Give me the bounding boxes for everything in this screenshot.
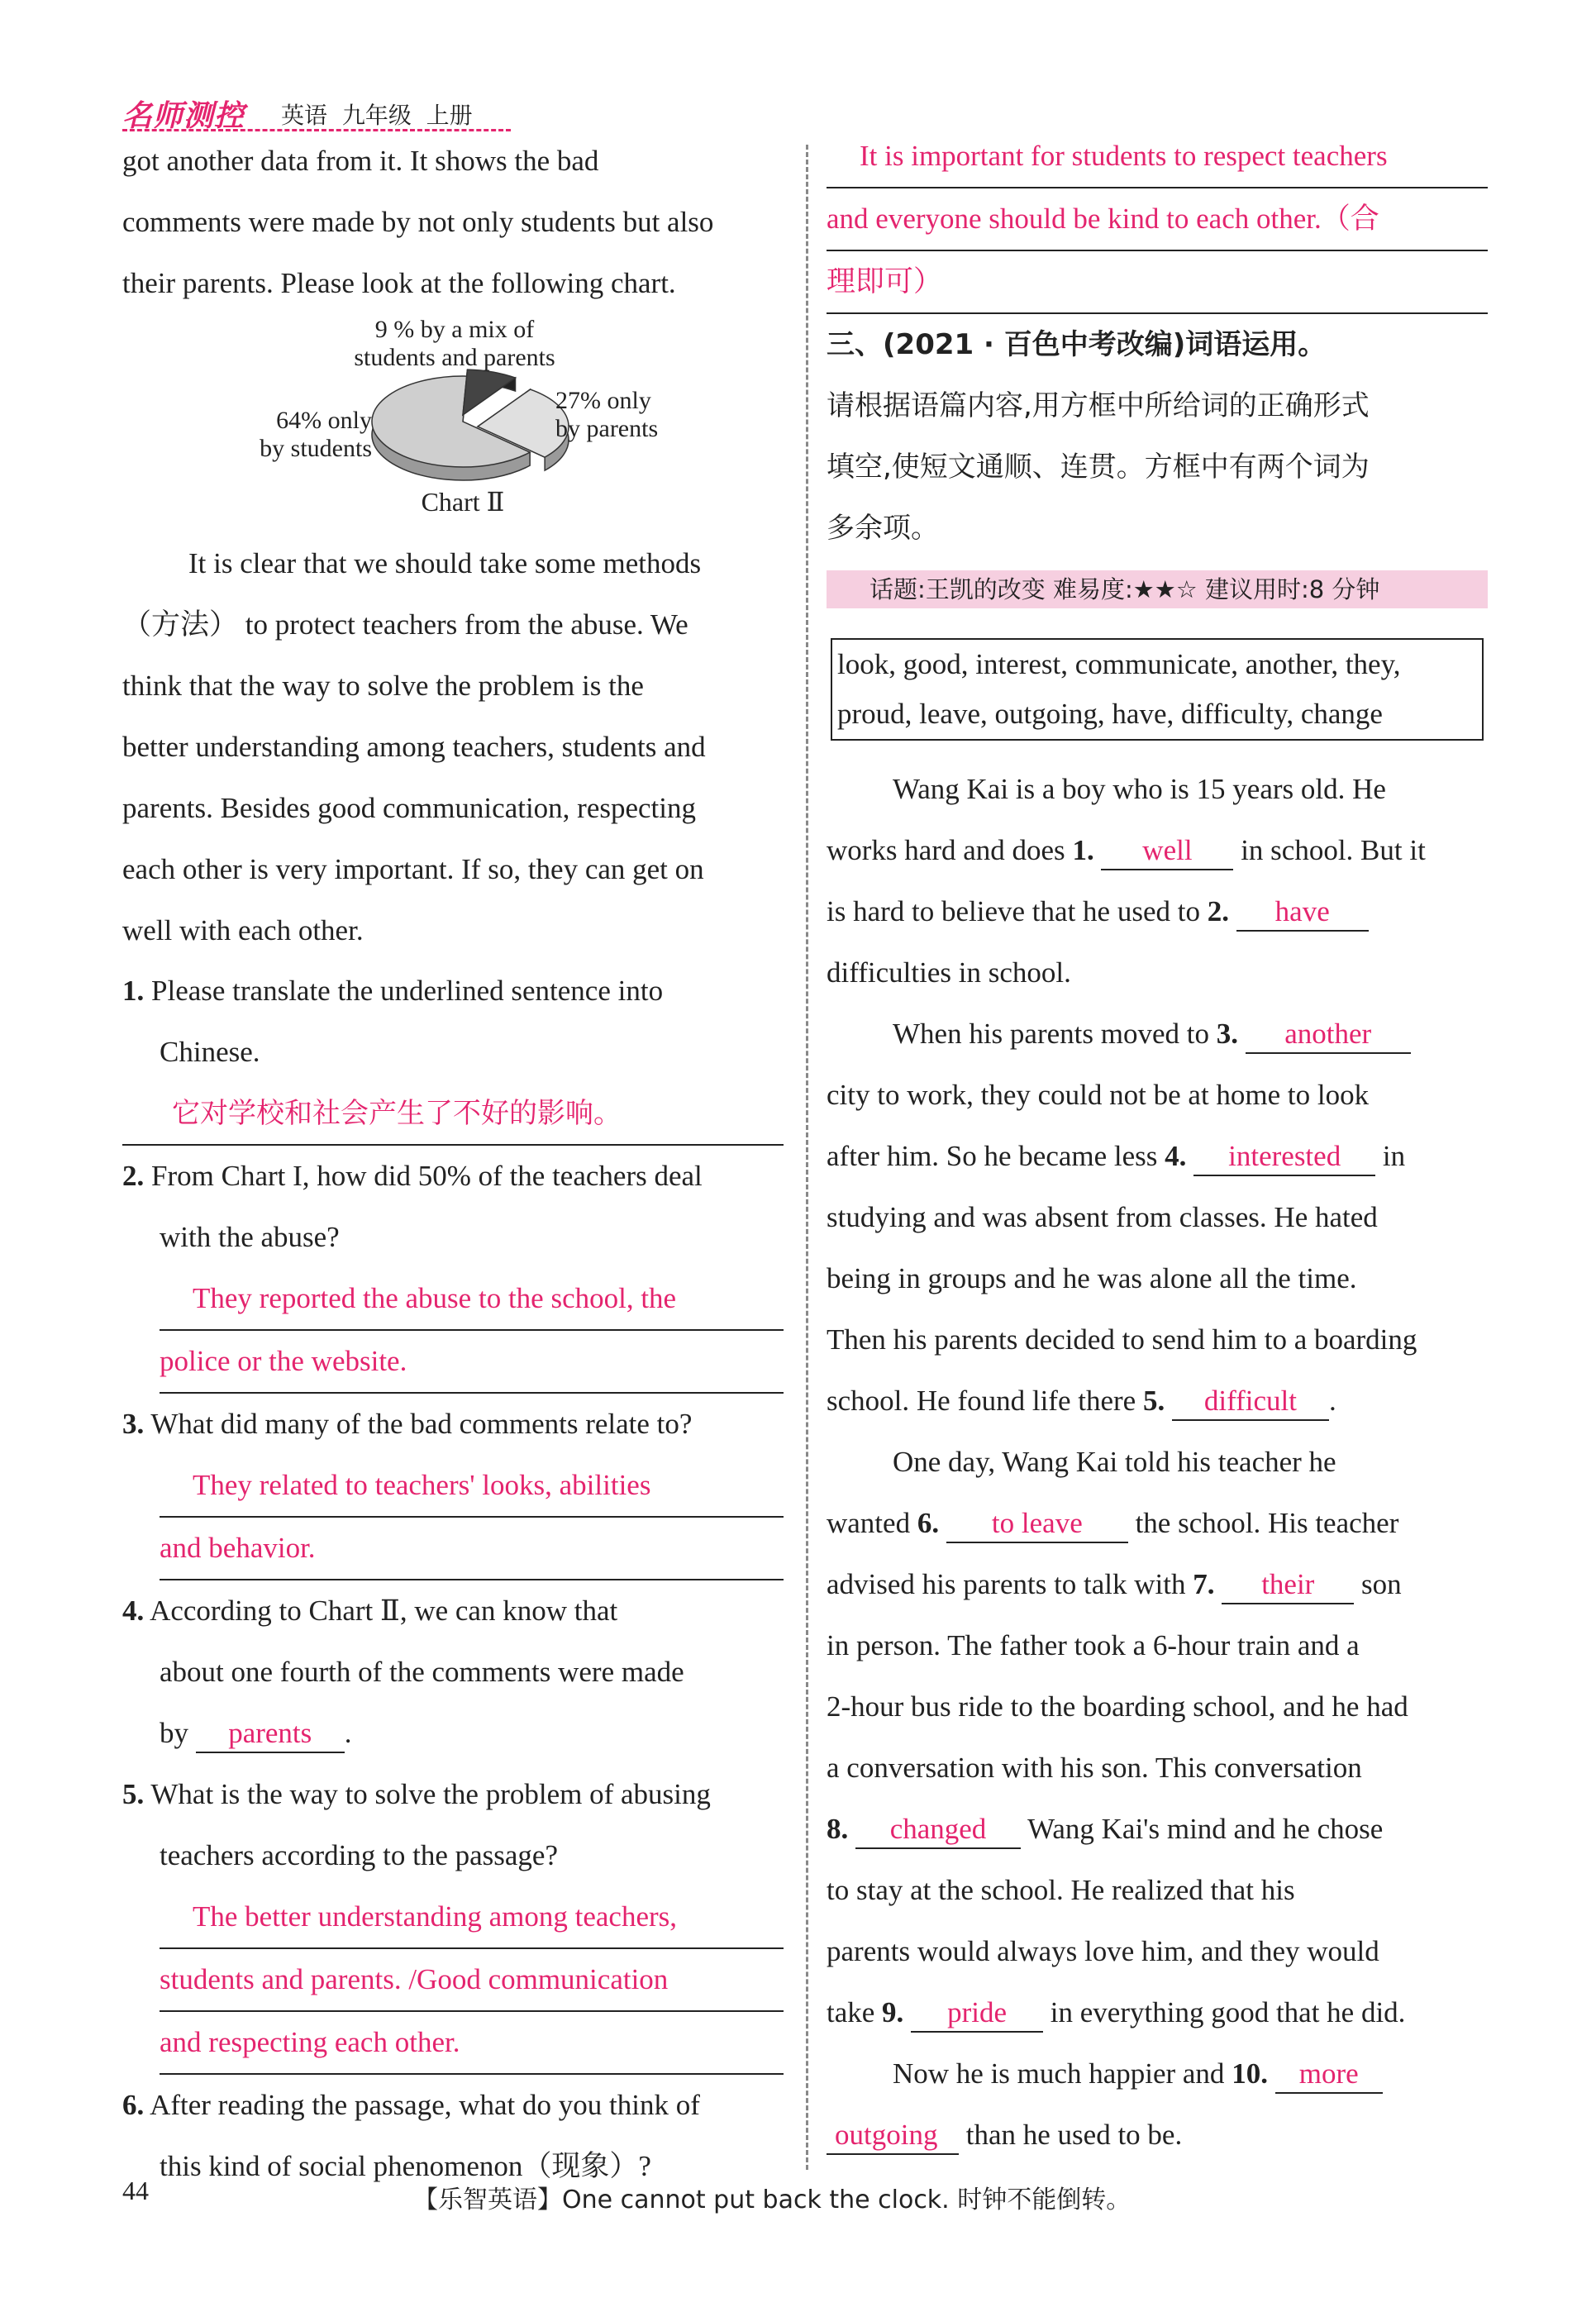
label-students-line1: 64% only (276, 407, 372, 434)
answer-line: 理即可） (827, 251, 1488, 314)
answer-line: They related to teachers' looks, abilities (160, 1455, 784, 1518)
header-brand (122, 93, 245, 131)
blank-5: difficult (1172, 1383, 1329, 1421)
blank-2: have (1236, 894, 1369, 932)
question-2 (122, 1146, 784, 1394)
answer-line: students and parents. /Good communication (160, 1949, 784, 2012)
label-mix-line1: 9 % by a mix of (374, 316, 535, 343)
story-line: works hard and does 1. well in school. But it (827, 820, 1488, 881)
blank-3: another (1246, 1016, 1411, 1054)
question-number: 3. (122, 1408, 145, 1440)
answer-line: They reported the abuse to the school, the (160, 1268, 784, 1331)
story-line: being in groups and he was alone all the time. (827, 1262, 1357, 1294)
blank-7: their (1222, 1566, 1354, 1604)
question-text: by (160, 1717, 188, 1749)
story-line: take 9. pride in everything good that he did. (827, 1982, 1488, 2043)
question-number: 2. (122, 1160, 145, 1192)
blank-8: changed (855, 1811, 1021, 1849)
paragraph-2 (122, 533, 784, 961)
blank-10b: outgoing (827, 2117, 959, 2155)
intro-line: comments were made by not only students but also (122, 206, 714, 238)
question-3 (122, 1394, 784, 1580)
para-line: think that the way to solve the problem is the (122, 670, 644, 702)
story-line: city to work, they could not be at home to look (827, 1079, 1370, 1111)
story-line: parents would always love him, and they would (827, 1935, 1379, 1967)
story-line: difficulties in school. (827, 956, 1071, 989)
story-line: after him. So he became less 4. interested in (827, 1126, 1488, 1187)
question-text: What did many of the bad comments relate to? (150, 1408, 693, 1440)
blank-4: interested (1193, 1138, 1375, 1176)
blank-6: to leave (946, 1505, 1128, 1543)
header-grade: 九年级 (341, 102, 412, 129)
story-line: outgoing than he used to be. (827, 2105, 1488, 2166)
story-line: 2-hour bus ride to the boarding school, and he had (827, 1690, 1408, 1723)
story-line: studying and was absent from classes. He hated (827, 1201, 1378, 1233)
answer-line: police or the website. (160, 1331, 784, 1394)
instruction-line: 请根据语篇内容,用方框中所给词的正确形式 (827, 389, 1370, 422)
story-line: Then his parents decided to send him to a boarding (827, 1323, 1417, 1356)
para-line: well with each other. (122, 914, 364, 946)
chart-ii (215, 314, 711, 529)
answer-line: and respecting each other. (160, 2012, 784, 2075)
intro-paragraph (122, 131, 784, 314)
answer-line: The better understanding among teachers, (160, 1886, 784, 1949)
story (827, 759, 1488, 2166)
para-line: better understanding among teachers, students and (122, 731, 706, 763)
label-parents-line1: 27% only (555, 387, 651, 414)
question-number: 1. (122, 975, 145, 1007)
para-line: It is clear that we should take some methods (188, 547, 702, 579)
question-1 (122, 961, 784, 1146)
label-parents (555, 387, 704, 443)
page-number: 44 (122, 2176, 149, 2205)
footer-motto: 【乐智英语】One cannot put back the clock. 时钟不能倒转。 (413, 2186, 1131, 2214)
story-line: is hard to believe that he used to 2. have (827, 881, 1488, 942)
question-text: Please translate the underlined sentence into (151, 975, 664, 1007)
brand-logo: 名师测控 (122, 99, 245, 133)
question-text: . (344, 1717, 352, 1749)
question-text: teachers according to the passage? (160, 1839, 558, 1871)
blank-10a: more (1275, 2056, 1383, 2094)
story-line: 8. changed Wang Kai's mind and he chose (827, 1799, 1488, 1860)
word-box-line: look, good, interest, communicate, another, they, (837, 648, 1401, 680)
instruction-line: 填空,使短文通顺、连贯。方框中有两个词为 (827, 450, 1370, 484)
answer-line: It is important for students to respect teachers (827, 126, 1488, 188)
header-subtitle (281, 98, 473, 131)
story-line: advised his parents to talk with 7. their son (827, 1554, 1488, 1615)
para-line: each other is very important. If so, they can get on (122, 853, 704, 885)
blank-9: pride (911, 1995, 1043, 2033)
header-subject: 英语 (281, 102, 328, 129)
label-students (207, 407, 372, 463)
question-text: According to Chart Ⅱ, we can know that (150, 1595, 618, 1627)
answer-line: and everyone should be kind to each other.（合 (827, 188, 1488, 251)
story-line: wanted 6. to leave the school. His teacher (827, 1493, 1488, 1554)
instruction-line: 多余项。 (827, 512, 939, 545)
para-line: （方法） to protect teachers from the abuse. We (122, 608, 688, 641)
questions (122, 961, 784, 2197)
question-number: 5. (122, 1778, 145, 1810)
column-divider (806, 145, 808, 2170)
question-text: From Chart I, how did 50% of the teachers deal (151, 1160, 703, 1192)
story-line: school. He found life there 5. difficult . (827, 1371, 1488, 1432)
label-mix (322, 316, 587, 372)
story-line: a conversation with his son. This conversation (827, 1752, 1362, 1784)
label-students-line2: by students (260, 435, 372, 462)
topic-badge: 话题:王凯的改变 难易度:★★☆ 建议用时:8 分钟 (827, 570, 1488, 608)
para-line: parents. Besides good communication, respecting (122, 792, 697, 824)
question-text: After reading the passage, what do you think of (150, 2089, 700, 2121)
story-line: One day, Wang Kai told his teacher he (893, 1446, 1336, 1478)
section-title: 三、(2021 · 百色中考改编)词语运用。 (827, 328, 1327, 361)
question-text: this kind of social phenomenon（现象）? (160, 2150, 651, 2182)
question-4 (122, 1580, 784, 1764)
question-number: 4. (122, 1595, 145, 1627)
question-text: with the abuse? (160, 1221, 340, 1253)
word-box (831, 638, 1484, 741)
intro-line: got another data from it. It shows the bad (122, 145, 599, 177)
blank-1: well (1101, 832, 1233, 870)
story-line: Wang Kai is a boy who is 15 years old. He (893, 773, 1386, 805)
label-parents-line2: by parents (555, 415, 659, 442)
answer-line: 它对学校和社会产生了不好的影响。 (122, 1083, 784, 1146)
question-number: 6. (122, 2089, 145, 2121)
label-mix-line2: students and parents (354, 344, 555, 371)
question-text: What is the way to solve the problem of abusing (150, 1778, 711, 1810)
q6-answer (827, 126, 1488, 314)
story-line: to stay at the school. He realized that his (827, 1874, 1295, 1906)
story-line: in person. The father took a 6-hour train and a (827, 1629, 1360, 1661)
header-volume: 上册 (426, 102, 473, 129)
word-box-line: proud, leave, outgoing, have, difficulty, change (837, 698, 1383, 730)
intro-line: their parents. Please look at the following chart. (122, 267, 676, 299)
story-line: Now he is much happier and 10. more (827, 2043, 1488, 2105)
question-5 (122, 1764, 784, 2075)
story-line: When his parents moved to 3. another (827, 1003, 1488, 1065)
instructions (827, 375, 1488, 559)
answer-line: and behavior. (160, 1518, 784, 1580)
question-text: Chinese. (160, 1036, 260, 1068)
question-text: about one fourth of the comments were made (160, 1656, 684, 1688)
chart-title: Chart Ⅱ (421, 487, 505, 517)
answer-blank: parents (196, 1715, 345, 1753)
